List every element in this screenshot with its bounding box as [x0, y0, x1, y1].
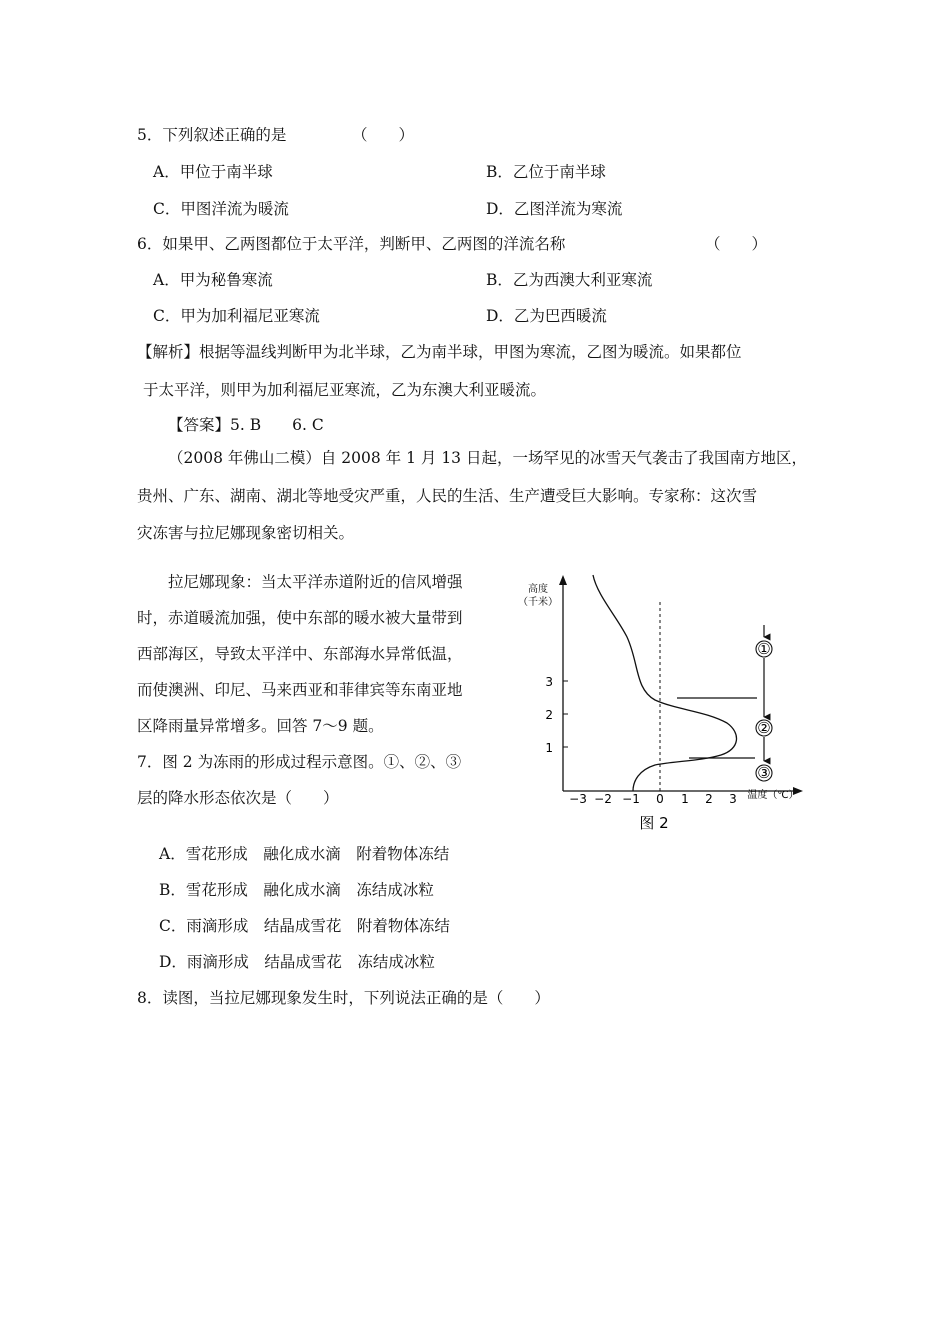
y-axis-unit: （千米）	[518, 597, 558, 608]
lanina-line-2: 时，赤道暖流加强，使中东部的暖水被大量带到	[137, 609, 463, 627]
q5-option-d: D．乙图洋流为寒流	[486, 200, 623, 218]
q6-option-d: D．乙为巴西暖流	[486, 307, 607, 325]
q5-option-b: B．乙位于南半球	[486, 163, 606, 181]
q6-option-b: B．乙为西澳大利亚寒流	[486, 271, 653, 289]
x-axis-label: 温度（℃）	[747, 790, 799, 801]
x-tick-3: 3	[729, 792, 737, 806]
intro-line-2: 贵州、广东、湖南、湖北等地受灾严重，人民的生活、生产遭受巨大影响。专家称：这次雪	[137, 487, 758, 505]
q6-paren: （ ）	[705, 235, 768, 253]
y-axis-label: 高度	[528, 584, 548, 595]
y-tick-3: 3	[545, 675, 553, 689]
lanina-line-3: 西部海区，导致太平洋中、东部海水异常低温，	[137, 645, 463, 663]
intro-line-1: （2008 年佛山二模）自 2008 年 1 月 13 日起，一场罕见的冰雪天气袭击了我国南方地区，	[168, 449, 807, 467]
y-axis-arrow-icon	[559, 575, 567, 585]
intro-line-3: 灾冻害与拉尼娜现象密切相关。	[137, 524, 355, 542]
x-tick-2: 2	[705, 792, 713, 806]
q7-stem-line-1: 7．图 2 为冻雨的形成过程示意图。①、②、③	[137, 753, 462, 771]
x-tick-0: 0	[656, 792, 664, 806]
lanina-line-1: 拉尼娜现象：当太平洋赤道附近的信风增强	[137, 573, 463, 591]
q7-option-d: D．雨滴形成 结晶成雪花 冻结成冰粒	[159, 953, 435, 971]
y-tick-1: 1	[545, 741, 553, 755]
layer-1-label: ①	[757, 640, 771, 658]
x-tick-1: 1	[681, 792, 689, 806]
analysis-line-1: 【解析】根据等温线判断甲为北半球，乙为南半球，甲图为寒流，乙图为暖流。如果都位	[137, 343, 742, 361]
analysis-line-2: 于太平洋，则甲为加利福尼亚寒流，乙为东澳大利亚暖流。	[143, 381, 547, 399]
x-tick-neg2: −2	[594, 792, 612, 806]
q8-stem: 8．读图，当拉尼娜现象发生时，下列说法正确的是（ ）	[137, 989, 550, 1007]
q5-paren: （ ）	[352, 126, 415, 144]
figure-caption: 图 2	[639, 814, 669, 832]
lanina-line-4: 而使澳洲、印尼、马来西亚和菲律宾等东南亚地	[137, 681, 463, 699]
q7-stem-line-2: 层的降水形态依次是（ ）	[137, 789, 339, 807]
freezing-rain-figure	[505, 565, 815, 845]
q5-option-a: A．甲位于南半球	[153, 163, 273, 181]
q6-stem: 6．如果甲、乙两图都位于太平洋，判断甲、乙两图的洋流名称	[137, 235, 566, 253]
q6-option-c: C．甲为加利福尼亚寒流	[153, 307, 320, 325]
q5-option-c: C．甲图洋流为暖流	[153, 200, 289, 218]
q7-option-b: B．雪花形成 融化成水滴 冻结成冰粒	[159, 881, 434, 899]
answer-line: 【答案】5. B 6. C	[168, 416, 324, 434]
x-tick-neg1: −1	[622, 792, 640, 806]
layer-3-label: ③	[757, 764, 771, 782]
q5-stem: 5．下列叙述正确的是	[137, 126, 287, 144]
lanina-paragraph	[137, 564, 499, 816]
q7-option-c: C．雨滴形成 结晶成雪花 附着物体冻结	[159, 917, 450, 935]
q6-option-a: A．甲为秘鲁寒流	[153, 271, 273, 289]
y-tick-2: 2	[545, 708, 553, 722]
q7-option-a: A．雪花形成 融化成水滴 附着物体冻结	[159, 845, 450, 863]
layer-2-label: ②	[757, 719, 771, 737]
x-tick-neg3: −3	[569, 792, 587, 806]
lanina-line-5: 区降雨量异常增多。回答 7～9 题。	[137, 717, 384, 735]
